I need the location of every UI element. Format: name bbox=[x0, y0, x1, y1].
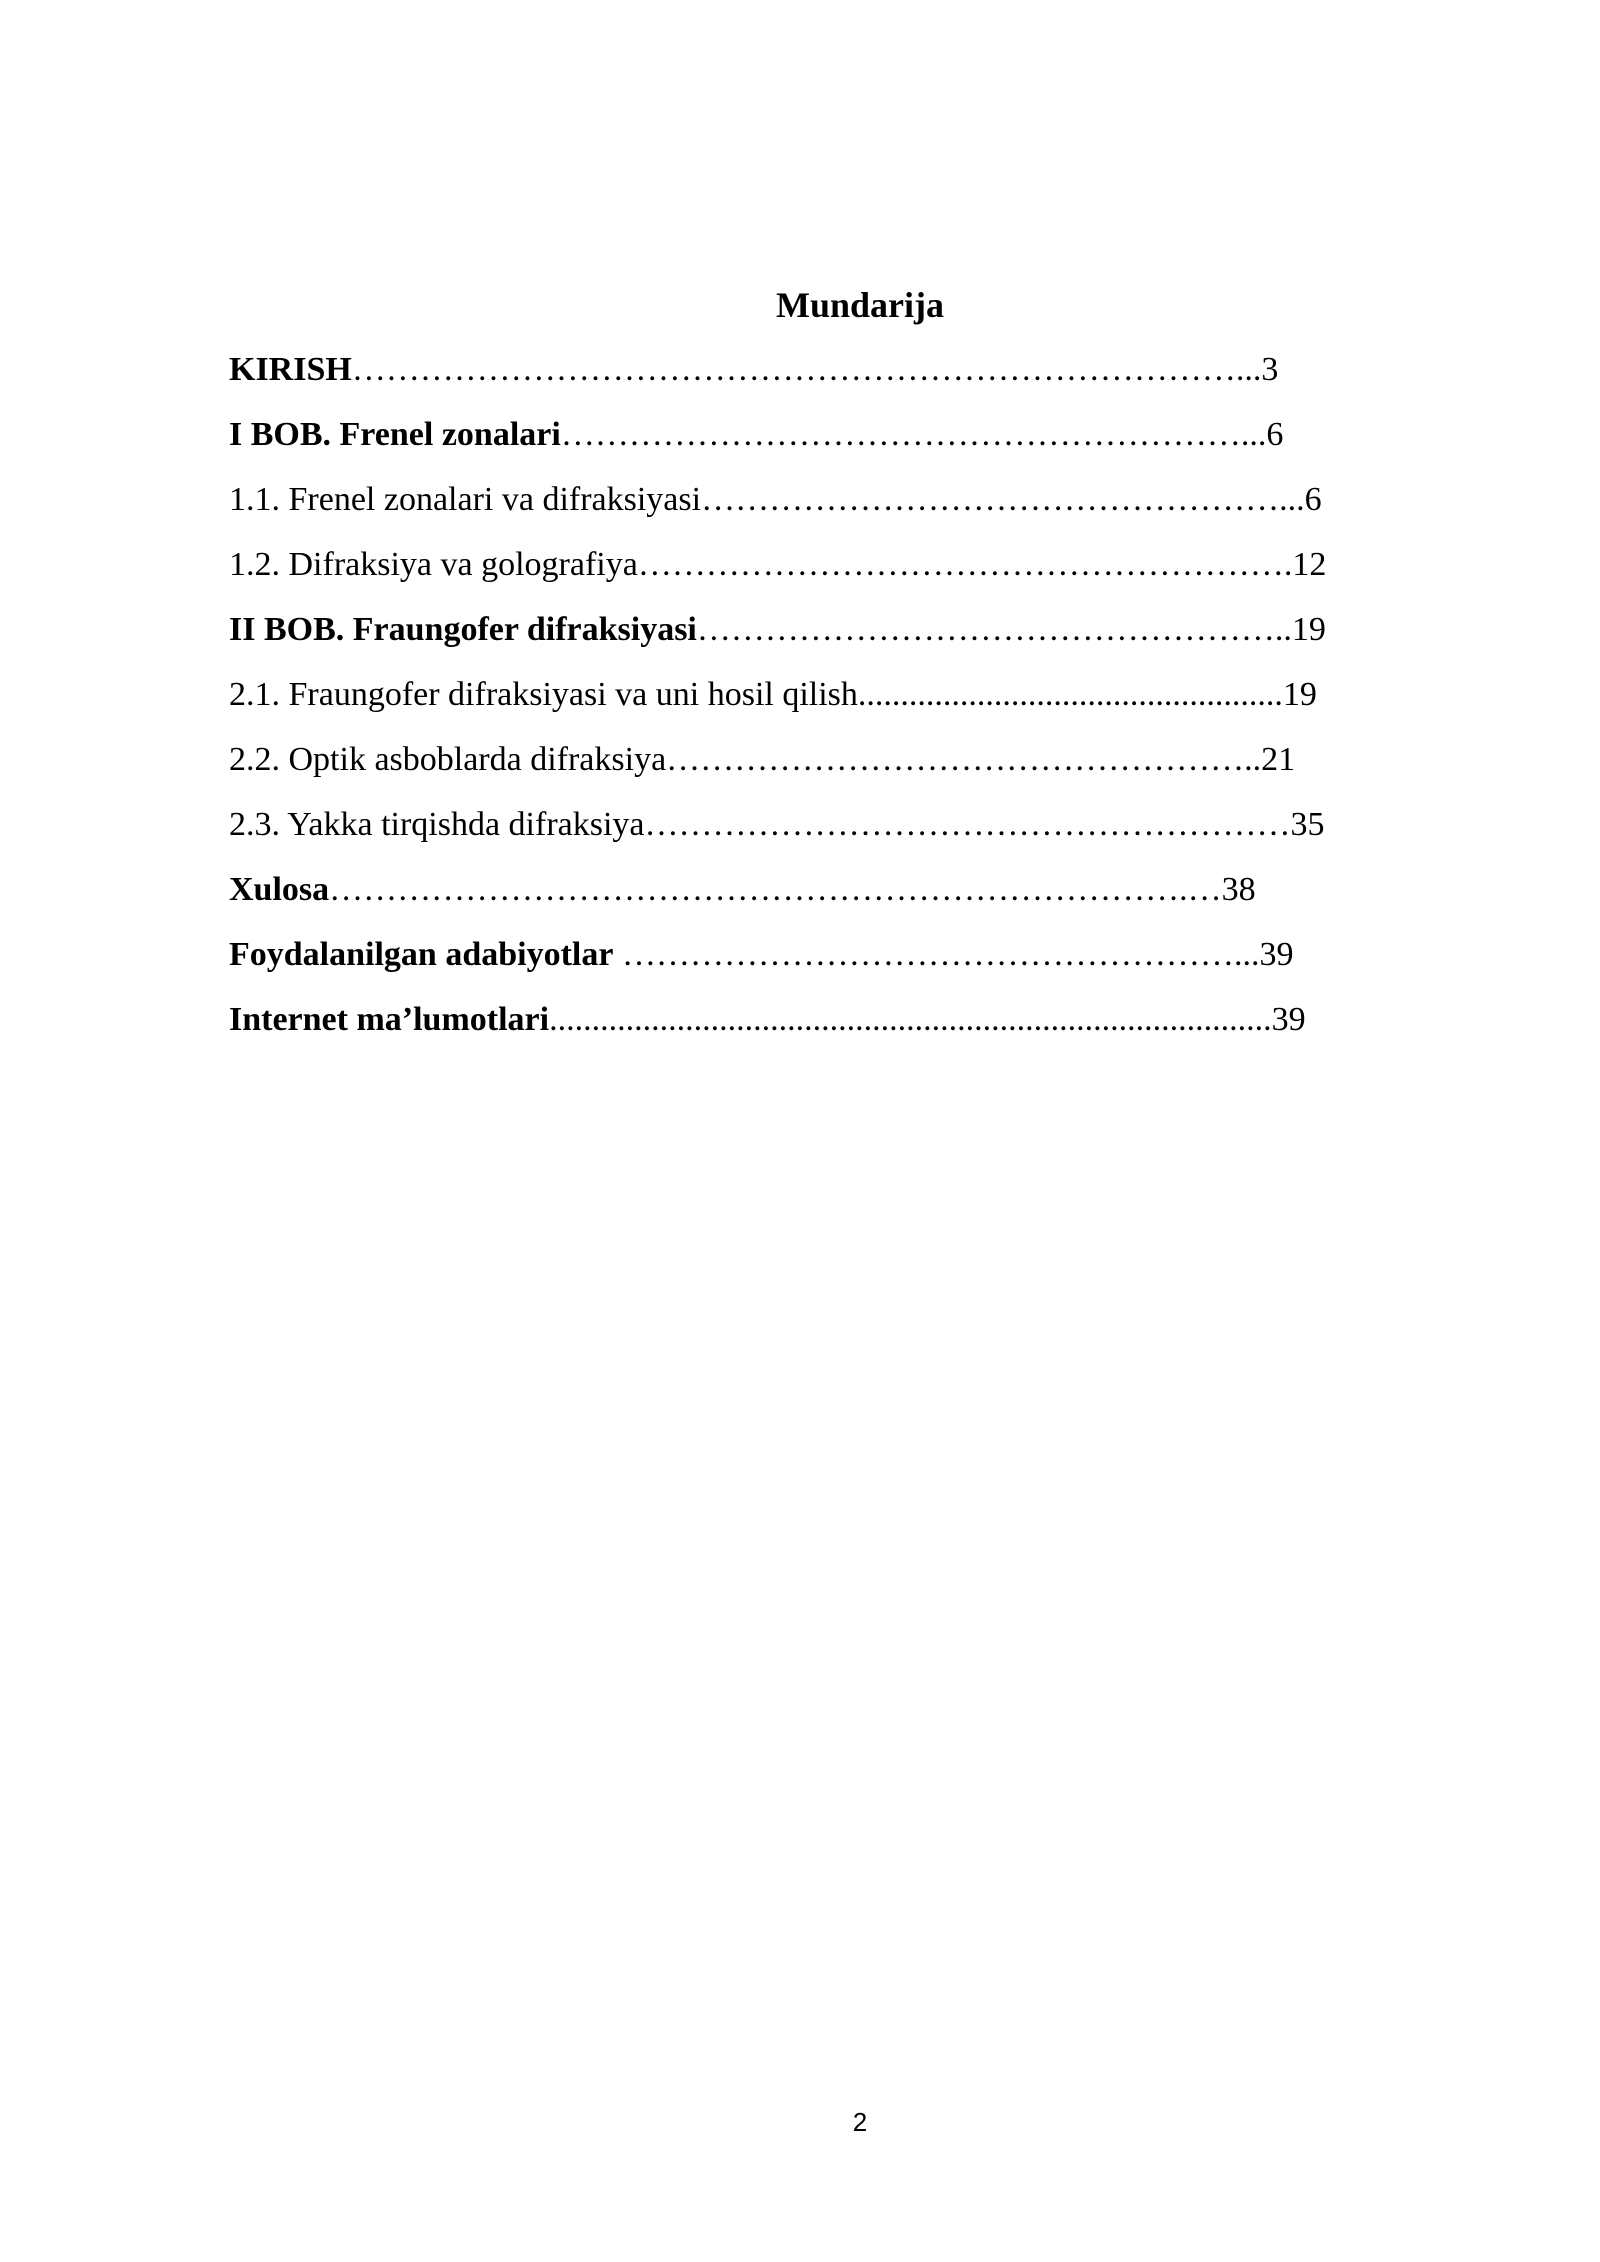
toc-page-number: .39 bbox=[1250, 936, 1294, 973]
table-of-contents bbox=[229, 343, 1529, 1058]
toc-entry-label: I BOB. Frenel zonalari bbox=[229, 416, 561, 453]
toc-page-number: 19 bbox=[1282, 676, 1317, 713]
toc-page-number: .12 bbox=[1283, 546, 1327, 583]
toc-entry-label: Internet ma’lumotlari bbox=[229, 1001, 550, 1038]
toc-entry-label: 1.1. Frenel zonalari va difraksiyasi bbox=[229, 481, 702, 518]
toc-page-number: .6 bbox=[1257, 416, 1284, 453]
toc-page-number: 19 bbox=[1291, 611, 1326, 648]
toc-entry-section-2-3 bbox=[229, 798, 1529, 863]
toc-page-number: 39 bbox=[1271, 1001, 1306, 1038]
toc-entry-chapter-1 bbox=[229, 408, 1529, 473]
toc-dot-leader: …………………………………………….. bbox=[701, 481, 1297, 518]
toc-entry-chapter-2 bbox=[229, 603, 1529, 668]
toc-page-number: .3 bbox=[1252, 351, 1279, 388]
toc-dot-leader: …………………………………………………………………….. bbox=[351, 351, 1253, 388]
toc-entry-xulosa bbox=[229, 863, 1529, 928]
toc-entry-label: 2.2. Optik asboblarda difraksiya bbox=[229, 741, 667, 778]
toc-dot-leader: ……………………………………………. bbox=[666, 741, 1253, 778]
page-title: Mundarija bbox=[775, 285, 944, 325]
toc-dot-leader: …………………………………………….. bbox=[696, 611, 1292, 648]
toc-dot-leader: .................................................. bbox=[857, 676, 1283, 713]
toc-entry-kirish bbox=[229, 343, 1529, 408]
page-number: 2 bbox=[852, 2107, 868, 2137]
toc-entry-label: Foydalanilgan adabiyotlar bbox=[229, 936, 614, 973]
toc-entry-label: KIRISH bbox=[229, 351, 352, 388]
toc-entry-section-2-2 bbox=[229, 733, 1529, 798]
toc-page-number: .6 bbox=[1296, 481, 1322, 518]
toc-dot-leader: ………………………………………………………………….… bbox=[329, 871, 1222, 908]
toc-dot-leader: ………………………………………………… bbox=[637, 546, 1284, 583]
toc-page-number: 38 bbox=[1221, 871, 1256, 908]
toc-entry-label: 2.1. Fraungofer difraksiyasi va uni hosil qilish bbox=[229, 676, 858, 713]
toc-page-number: 35 bbox=[1290, 806, 1325, 843]
toc-entry-label: 2.3. Yakka tirqishda difraksiya bbox=[229, 806, 645, 843]
toc-entry-label: II BOB. Fraungofer difraksiyasi bbox=[229, 611, 697, 648]
toc-dot-leader: ..................................................................................... bbox=[549, 1001, 1272, 1038]
toc-entry-label: Xulosa bbox=[229, 871, 330, 908]
toc-entry-label: 1.2. Difraksiya va golografiya bbox=[229, 546, 638, 583]
toc-entry-section-2-1 bbox=[229, 668, 1529, 733]
toc-dot-leader: ………………………………………………… bbox=[644, 806, 1291, 843]
toc-page-number: .21 bbox=[1252, 741, 1296, 778]
toc-entry-section-1-2 bbox=[229, 538, 1529, 603]
toc-entry-internet-sources bbox=[229, 993, 1529, 1058]
toc-entry-references bbox=[229, 928, 1529, 993]
toc-entry-section-1-1 bbox=[229, 473, 1529, 538]
toc-dot-leader: …………………………………………………….. bbox=[560, 416, 1258, 453]
toc-dot-leader: ……………………………………………….. bbox=[613, 936, 1251, 973]
